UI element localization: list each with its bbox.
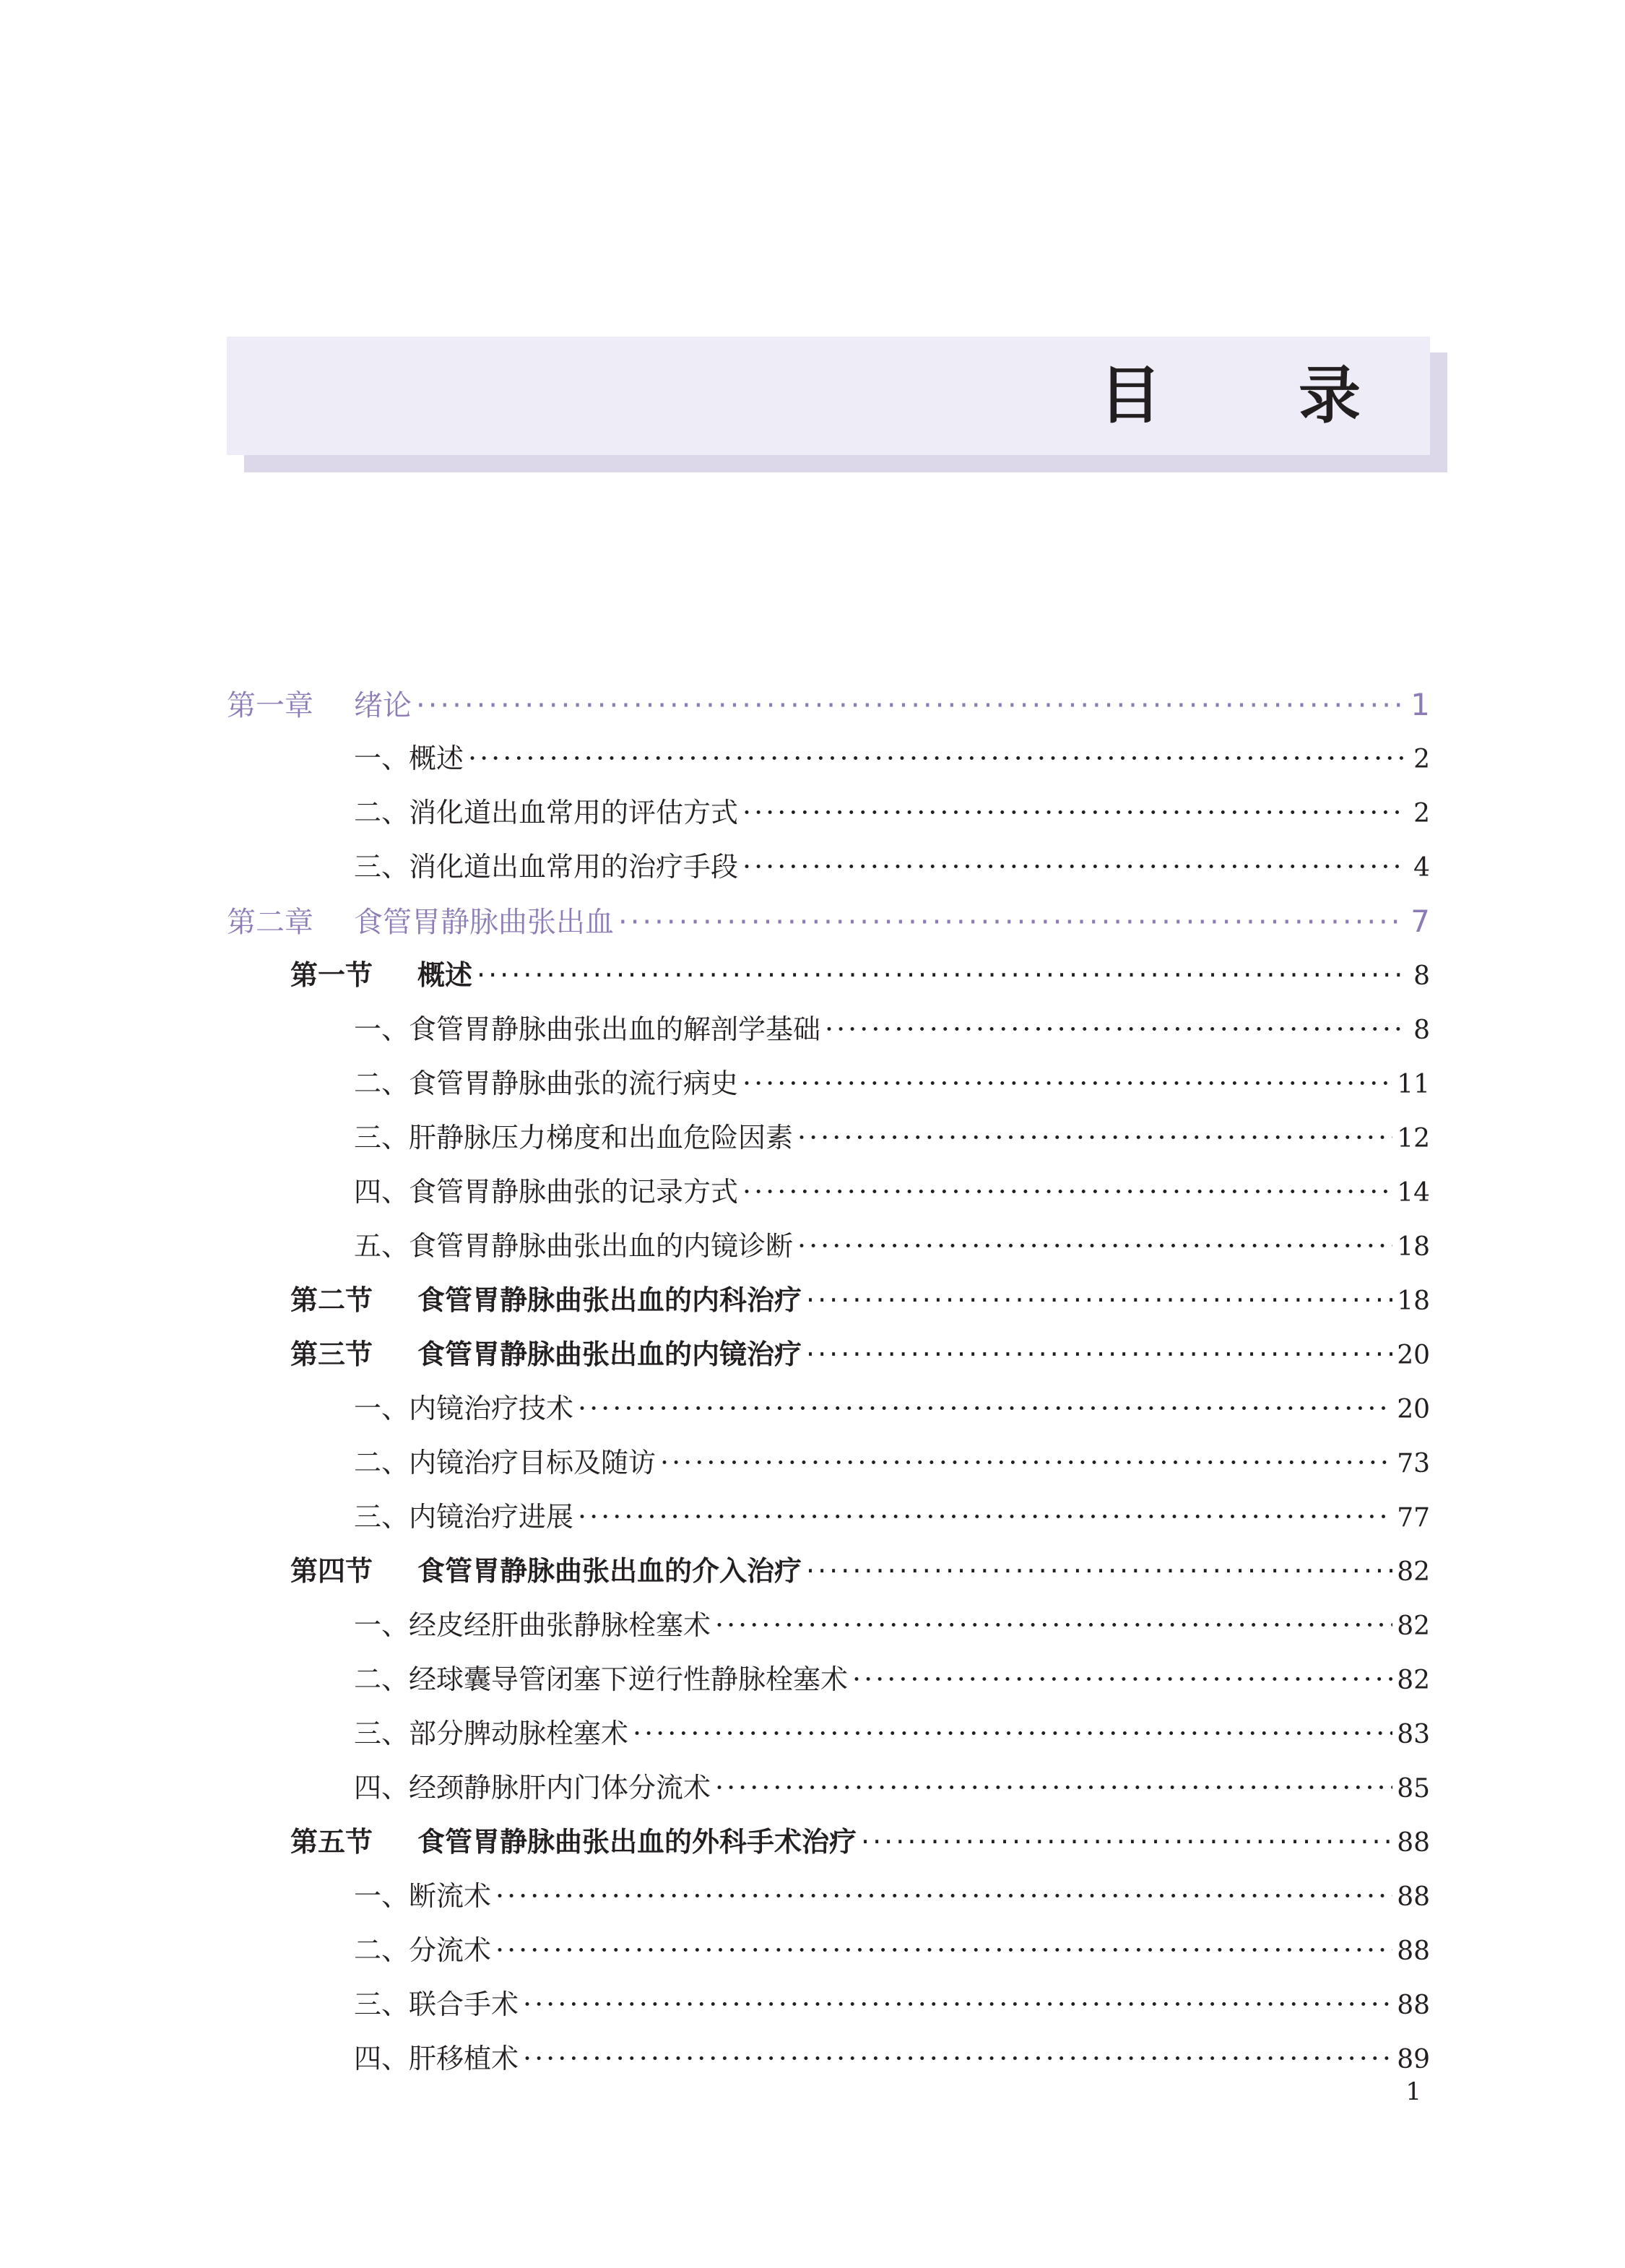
dot-leader: [797, 1111, 1392, 1165]
section-title: 食管胃静脉曲张出血的介入治疗: [417, 1555, 802, 1587]
toc-page-number: 8: [1413, 961, 1430, 991]
dot-leader: [715, 1761, 1392, 1815]
table-of-contents: [227, 678, 1430, 2086]
section-title: 食管胃静脉曲张出血的内镜治疗: [417, 1338, 802, 1370]
dot-leader: [477, 948, 1404, 1003]
toc-item-entry[interactable]: [227, 1219, 1430, 1273]
toc-page-number: 82: [1397, 1611, 1430, 1641]
toc-item-entry[interactable]: [227, 1923, 1430, 1978]
toc-entry-label: [290, 1328, 802, 1382]
toc-section-entry[interactable]: [227, 1544, 1430, 1598]
toc-entry-label: 三、内镜治疗进展: [354, 1501, 574, 1533]
toc-entry-label: 二、食管胃静脉曲张的流行病史: [354, 1068, 739, 1099]
toc-page-number: 88: [1397, 1991, 1430, 2020]
toc-item-entry[interactable]: [227, 1165, 1430, 1219]
title-banner: [227, 337, 1430, 455]
toc-chapter-entry[interactable]: [227, 894, 1430, 948]
toc-entry-label: 三、消化道出血常用的治疗手段: [354, 851, 739, 883]
section-number: 第五节: [290, 1826, 373, 1858]
dot-leader: [578, 1382, 1392, 1436]
toc-entry-label: [290, 1273, 802, 1328]
toc-entry-label: [290, 1544, 802, 1598]
toc-page-number: 77: [1397, 1503, 1430, 1533]
toc-item-entry[interactable]: [227, 732, 1430, 786]
toc-page-number: 2: [1413, 745, 1430, 774]
toc-item-entry[interactable]: [227, 1978, 1430, 2032]
chapter-number: 第二章: [227, 906, 313, 939]
toc-entry-label: 一、内镜治疗技术: [354, 1393, 574, 1424]
dot-leader: [825, 1003, 1404, 1057]
toc-item-entry[interactable]: [227, 1653, 1430, 1707]
toc-item-entry[interactable]: [227, 1057, 1430, 1111]
toc-item-entry[interactable]: [227, 2032, 1430, 2086]
toc-item-entry[interactable]: [227, 1869, 1430, 1923]
dot-leader: [523, 1978, 1392, 2032]
toc-entry-label: 四、肝移植术: [354, 2043, 519, 2074]
dot-leader: [806, 1544, 1392, 1598]
dot-leader: [742, 1165, 1392, 1219]
toc-page-number: 82: [1397, 1557, 1430, 1587]
toc-page-number: 18: [1397, 1232, 1430, 1262]
dot-leader: [806, 1328, 1392, 1382]
toc-page-number: 14: [1397, 1178, 1430, 1208]
toc-page-number: 11: [1397, 1070, 1430, 1099]
toc-page-number: 7: [1410, 904, 1430, 939]
toc-page-number: 85: [1397, 1774, 1430, 1804]
toc-page-number: 20: [1397, 1395, 1430, 1424]
toc-page-number: 88: [1397, 1828, 1430, 1858]
toc-item-entry[interactable]: [227, 1707, 1430, 1761]
dot-leader: [578, 1490, 1392, 1544]
section-title: 食管胃静脉曲张出血的内科治疗: [417, 1284, 802, 1316]
section-title: 食管胃静脉曲张出血的外科手术治疗: [417, 1826, 857, 1858]
toc-entry-label: 四、经颈静脉肝内门体分流术: [354, 1772, 711, 1804]
section-number: 第三节: [290, 1338, 373, 1370]
toc-item-entry[interactable]: [227, 1761, 1430, 1815]
toc-entry-label: [290, 1815, 857, 1869]
toc-section-entry[interactable]: [227, 1273, 1430, 1328]
toc-page-number: 8: [1413, 1016, 1430, 1045]
toc-section-entry[interactable]: [227, 1815, 1430, 1869]
toc-page-number: 18: [1397, 1286, 1430, 1316]
chapter-number: 第一章: [227, 689, 313, 722]
section-number: 第四节: [290, 1555, 373, 1587]
dot-leader: [495, 1923, 1392, 1978]
section-number: 第二节: [290, 1284, 373, 1316]
dot-leader: [806, 1273, 1392, 1328]
dot-leader: [495, 1869, 1392, 1923]
dot-leader: [797, 1219, 1392, 1273]
toc-page-number: 88: [1397, 1936, 1430, 1966]
toc-entry-label: 一、断流术: [354, 1880, 492, 1912]
chapter-title: 食管胃静脉曲张出血: [354, 906, 614, 939]
dot-leader: [715, 1598, 1392, 1653]
chapter-title: 绪论: [354, 689, 412, 722]
toc-page-number: 88: [1397, 1882, 1430, 1912]
toc-item-entry[interactable]: [227, 1003, 1430, 1057]
toc-item-entry[interactable]: [227, 1436, 1430, 1490]
dot-leader: [660, 1436, 1392, 1490]
toc-entry-label: [227, 679, 412, 732]
toc-entry-label: [290, 948, 472, 1003]
toc-entry-label: 三、联合手术: [354, 1988, 519, 2020]
dot-leader: [742, 840, 1404, 894]
toc-page-number: 12: [1397, 1124, 1430, 1154]
toc-item-entry[interactable]: [227, 1598, 1430, 1653]
dot-leader: [618, 896, 1404, 948]
toc-page-number: 4: [1413, 853, 1430, 883]
toc-item-entry[interactable]: [227, 1111, 1430, 1165]
dot-leader: [742, 1057, 1392, 1111]
toc-item-entry[interactable]: [227, 840, 1430, 894]
toc-entry-label: 三、肝静脉压力梯度和出血危险因素: [354, 1122, 794, 1154]
toc-page-number: 20: [1397, 1341, 1430, 1370]
toc-entry-label: 一、概述: [354, 743, 464, 774]
toc-entry-label: 二、消化道出血常用的评估方式: [354, 797, 739, 828]
toc-entry-label: 一、经皮经肝曲张静脉栓塞术: [354, 1609, 711, 1641]
toc-page-number: 83: [1397, 1720, 1430, 1749]
toc-item-entry[interactable]: [227, 1490, 1430, 1544]
toc-page-number: 2: [1413, 799, 1430, 828]
toc-section-entry[interactable]: [227, 1328, 1430, 1382]
page-footer-number: 1: [1405, 2077, 1421, 2106]
toc-page-number: 82: [1397, 1666, 1430, 1695]
toc-item-entry[interactable]: [227, 1382, 1430, 1436]
toc-section-entry[interactable]: [227, 948, 1430, 1003]
toc-page-number: 1: [1410, 687, 1430, 722]
toc-entry-label: 二、分流术: [354, 1934, 492, 1966]
toc-page-number: 89: [1397, 2045, 1430, 2074]
dot-leader: [852, 1653, 1392, 1707]
toc-entry-label: 三、部分脾动脉栓塞术: [354, 1718, 629, 1749]
dot-leader: [416, 679, 1404, 732]
dot-leader: [523, 2032, 1392, 2086]
toc-entry-label: 四、食管胃静脉曲张的记录方式: [354, 1176, 739, 1208]
toc-page-number: 73: [1397, 1449, 1430, 1479]
toc-entry-label: 一、食管胃静脉曲张出血的解剖学基础: [354, 1013, 821, 1045]
toc-entry-label: 二、内镜治疗目标及随访: [354, 1447, 656, 1479]
section-title: 概述: [417, 959, 473, 991]
toc-chapter-entry[interactable]: [227, 678, 1430, 732]
section-number: 第一节: [290, 959, 373, 991]
dot-leader: [633, 1707, 1392, 1761]
toc-entry-label: 二、经球囊导管闭塞下逆行性静脉栓塞术: [354, 1663, 849, 1695]
toc-entry-label: 五、食管胃静脉曲张出血的内镜诊断: [354, 1230, 794, 1262]
toc-item-entry[interactable]: [227, 786, 1430, 840]
toc-entry-label: [227, 896, 614, 948]
dot-leader: [742, 786, 1404, 840]
page-title: 目 录: [1099, 360, 1418, 432]
dot-leader: [861, 1815, 1392, 1869]
dot-leader: [468, 732, 1404, 786]
